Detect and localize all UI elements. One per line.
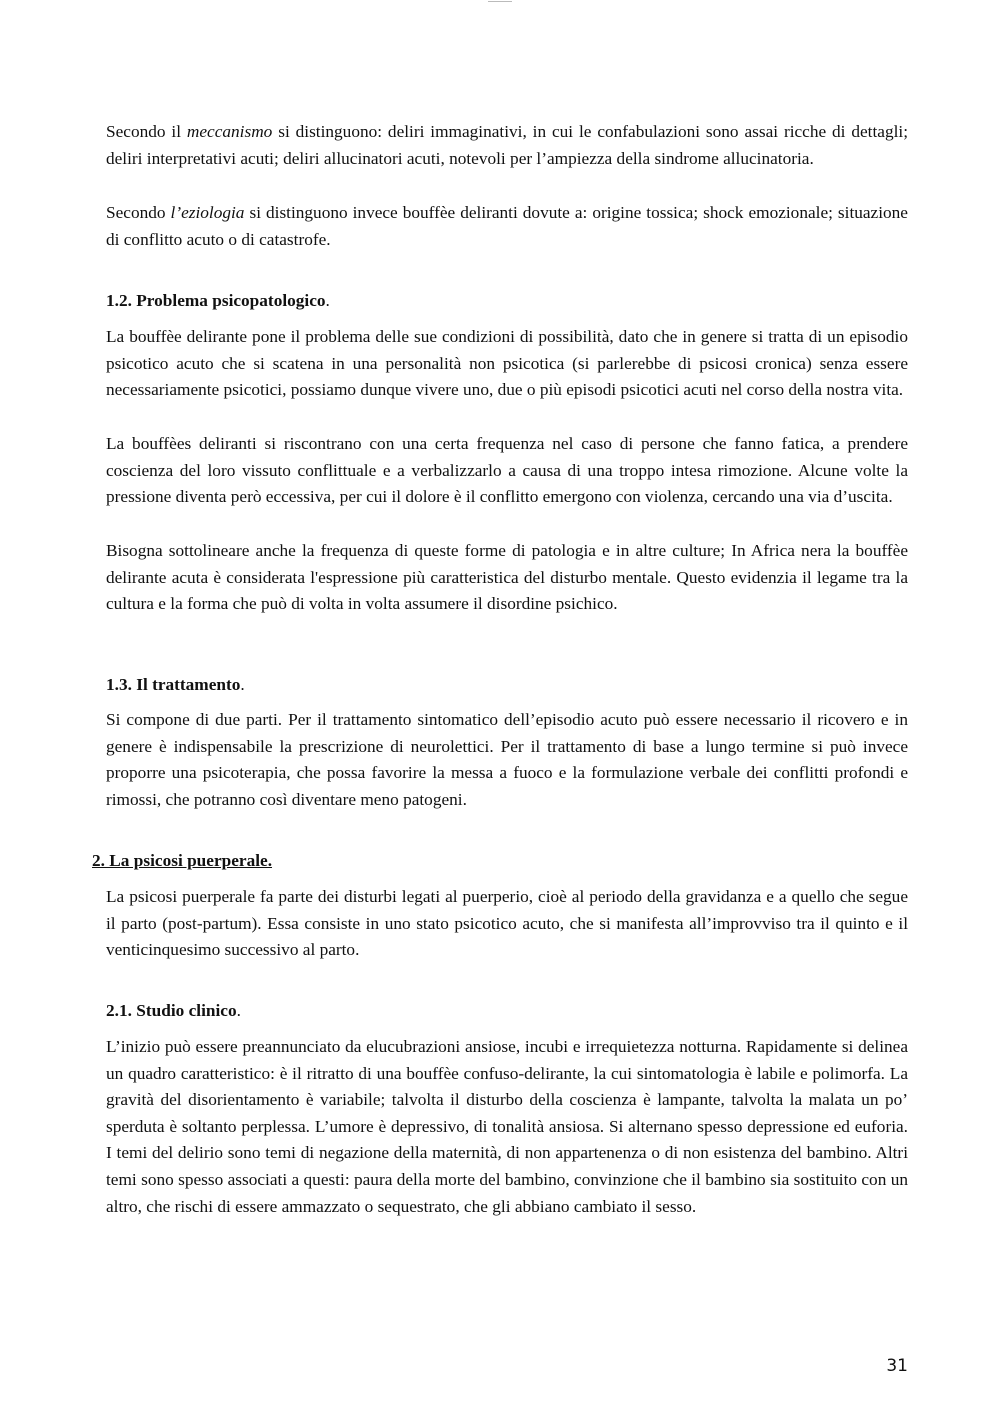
header-mark: [470, 0, 530, 3]
text-run: Secondo: [106, 203, 171, 222]
heading-text: 1.2. Problema psicopatologico: [106, 291, 326, 310]
text-run: si distinguono invece bouffèe deliranti dovute a: origine tossica; shock emozionale; situazione di conflitto acuto o di catastrofe.: [106, 203, 908, 249]
emphasis: l’eziologia: [170, 203, 245, 222]
heading-punct: .: [236, 1001, 241, 1020]
text-run: si distinguono: deliri immaginativi, in cui le confabulazioni sono assai ricche di dettagli; deliri interpretativi acuti; deliri allucinatori acuti, notevoli per l’ampiezza della sindrome allucinatoria.: [106, 122, 908, 168]
paragraph-eziologia: [106, 200, 908, 253]
page-number: 31: [886, 1356, 908, 1376]
paragraph-1-2-b: La bouffèes deliranti si riscontrano con una certa frequenza nel caso di persone che fanno fatica, a prendere coscienza del loro vissuto conflittuale e a verbalizzarlo a causa di una troppo intesa rimozione. Alcune volte la pressione diventa però eccessiva, per cui il dolore è il conflitto emergono con violenza, cercando una via d’uscita.: [106, 434, 908, 507]
paragraph-2: La psicosi puerperale fa parte dei disturbi legati al puerperio, cioè al periodo della gravidanza e a quello che segue il parto (post-partum). Essa consiste in uno stato psicotico acuto, che si manifesta all’improvviso tra il quinto e il venticinquesimo successivo al parto.: [106, 887, 908, 960]
heading-text: 2.1. Studio clinico: [106, 1001, 237, 1020]
paragraph-1-2-c: Bisogna sottolineare anche la frequenza di queste forme di patologia e in altre culture; In Africa nera la bouffèe delirante acuta è considerata l'espressione più caratteristica del disturbo mentale. Questo evidenzia il legame tra la cultura e la forma che può di volta in volta assumere il disordine psichico.: [106, 541, 908, 614]
heading-punct: .: [325, 291, 330, 310]
heading-1-2: [106, 289, 330, 313]
heading-2: 2. La psicosi puerperale.: [92, 851, 273, 870]
paragraph-2-1: L’inizio può essere preannunciato da elucubrazioni ansiose, incubi e irrequietezza notturna. Rapidamente si delinea un quadro caratteristico: è il ritratto di una bouffèe confuso-delirante, la cui sintomatologia è labile e polimorfa. La gravità del disorientamento è variabile; talvolta il disturbo della coscienza è lampante, talvolta la malata un po’ sperduta è soltanto perplessa. L’umore è depressivo, di tonalità ansiosa. Si alternano spesso depressione ed euforia. I temi del delirio sono temi di negazione della maternità, di non appartenenza o di non esistenza del bambino. Altri temi sono spesso associati a questi: paura della morte del bambino, convinzione che il bambino sia sostituito con un altro, che rischi di essere ammazzato o sequestrato, che gli abbiano cambiato il sesso.: [106, 1037, 908, 1216]
heading-punct: .: [240, 675, 245, 694]
heading-2-1: [106, 999, 241, 1023]
heading-1-3: [106, 673, 245, 697]
heading-text: 1.3. Il trattamento: [106, 675, 241, 694]
paragraph-1-2-a: La bouffèe delirante pone il problema delle sue condizioni di possibilità, dato che in genere si tratta di un episodio psicotico acuto che si scatena in una personalità non psicotica (si parlerebbe di psicosi cronica) senza essere necessariamente psicotici, possiamo dunque vivere uno, due o più episodi psicotici acuti nel corso della nostra vita.: [106, 327, 908, 400]
text-run: Secondo il: [106, 122, 187, 141]
paragraph-1-3: Si compone di due parti. Per il trattamento sintomatico dell’episodio acuto può essere necessario il ricovero e in genere è indispensabile la prescrizione di neurolettici. Per il trattamento di base a lungo termine si può invece proporre una psicoterapia, che possa favorire la messa a fuoco e la formulazione verbale dei conflitti profondi e rimossi, che potranno così diventare meno patogeni.: [106, 710, 908, 809]
paragraph-meccanismo: [106, 119, 908, 172]
emphasis: meccanismo: [186, 122, 273, 141]
